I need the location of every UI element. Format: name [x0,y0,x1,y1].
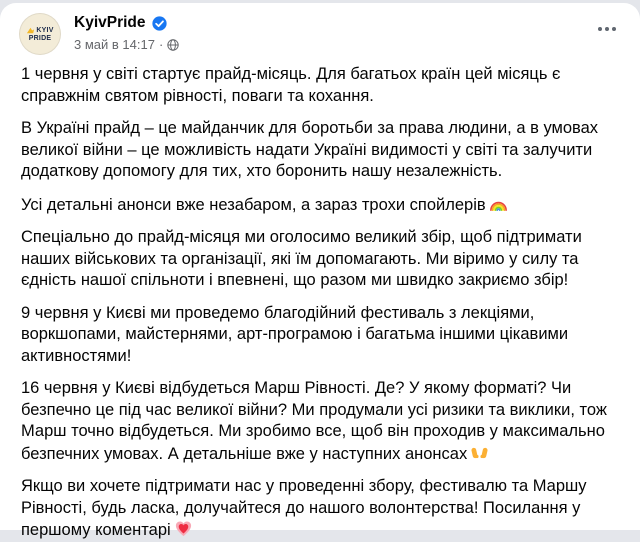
avatar-logo-text-line1: KYIV [36,26,54,34]
growing-heart-emoji [174,519,193,538]
rainbow-emoji [489,194,508,213]
post-card [0,3,640,539]
more-options-button[interactable] [594,21,620,37]
avatar-logo-text-line2: PRIDE [28,34,52,42]
verified-badge-icon [152,16,167,31]
timestamp[interactable]: 3 май в 14:17 [74,37,155,52]
meta-separator: · [158,37,164,52]
post-header [0,3,640,55]
post-paragraph: Спеціально до прайд-місяця ми оголосимо великий збір, щоб підтримати наших військових та організації, які їм допомагають. Ми віримо у силу та єдність нашої спільноти і впевнені, що разом ми швидко закриємо збір! [21,228,582,289]
post-paragraph: Якщо ви хочете підтримати нас у проведенні збору, фестивалю та Маршу Рівності, будь ласка, долучайтеся до нашого волонтерства! Посилання у першому коментарі [21,477,587,539]
post-paragraph: 16 червня у Києві відбудеться Марш Рівності. Де? У якому форматі? Чи безпечно це під час великої війни? Ми продумали усі ризики та виклики, тож Марш точно відбудеться. Ми зробимо все, щоб він проходив у максимально безпечних умовах. А детальніше вже у наступних анонсах [21,379,607,463]
avatar[interactable] [19,13,61,55]
author-name[interactable]: KyivPride [74,14,146,31]
avatar-logo-icon [26,26,35,35]
raising-hands-emoji [470,443,489,462]
post-paragraph: В Україні прайд – це майданчик для боротьби за права людини, а в умовах великої війни – це можливість надати Україні видимості у світі та залучити додаткову допомогу для тих, хто боронить нашу незалежність. [21,119,599,180]
post-body [0,55,640,542]
ellipsis-icon [598,27,602,31]
post-paragraph: 9 червня у Києві ми проведемо благодійний фестиваль з лекціями, воркшопами, майстернями, арт-програмою і багатьма іншими цікавими активностями! [21,303,569,365]
post-paragraph: 1 червня у світі стартує прайд-місяць. Для багатьох країн цей місяць є справжнім святом рівності, поваги та кохання. [21,65,561,105]
globe-privacy-icon [167,39,179,51]
header-info [74,13,179,52]
post-paragraph: Усі детальні анонси вже незабаром, а зараз трохи спойлерів [21,194,622,217]
